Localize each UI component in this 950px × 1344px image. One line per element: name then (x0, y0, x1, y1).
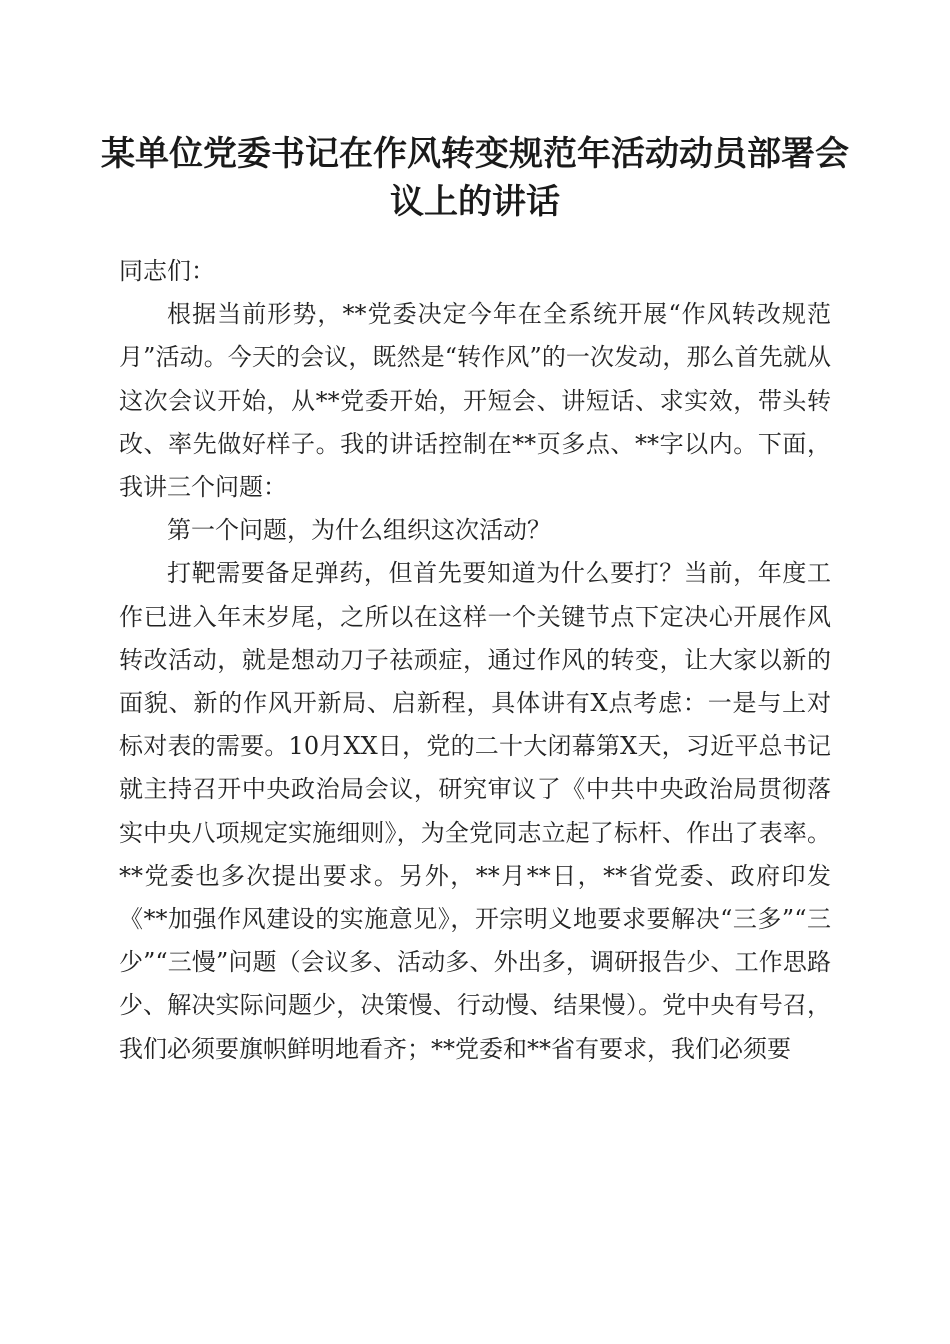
paragraph-body: 打靶需要备足弹药，但首先要知道为什么要打？当前，年度工作已进入年末岁尾，之所以在这样一个关键节点下定决心开展作风转改活动，就是想动刀子祛顽症，通过作风的转变，让大家以新的面貌、新的作风开新局、启新程，具体讲有X点考虑：一是与上对标对表的需要。10月XX日，党的二十大闭幕第X天，习近平总书记就主持召开中央政治局会议，研究审议了《中共中央政治局贯彻落实中央八项规定实施细则》，为全党同志立起了标杆、作出了表率。**党委也多次提出要求。另外，**月**日，**省党委、政府印发《**加强作风建设的实施意见》，开宗明义地要求要解决“三多”“三少”“三慢”问题（会议多、活动多、外出多，调研报告少、工作思路少、解决实际问题少，决策慢、行动慢、结果慢）。党中央有号召，我们必须要旗帜鲜明地看齐；**党委和**省有要求，我们必须要 (119, 559, 831, 1063)
paragraph-intro: 根据当前形势，**党委决定今年在全系统开展“作风转改规范月”活动。今天的会议，既然是“转作风”的一次发动，那么首先就从这次会议开始，从**党委开始，开短会、讲短话、求实效，带头转改、率先做好样子。我的讲话控制在**页多点、**字以内。下面，我讲三个问题： (119, 300, 831, 502)
document-body (119, 250, 831, 1071)
page-title: 某单位党委书记在作风转变规范年活动动员部署会议上的讲话 (101, 134, 849, 222)
salutation: 同志们： (119, 257, 215, 285)
section-heading: 第一个问题，为什么组织这次活动？ (167, 516, 551, 545)
